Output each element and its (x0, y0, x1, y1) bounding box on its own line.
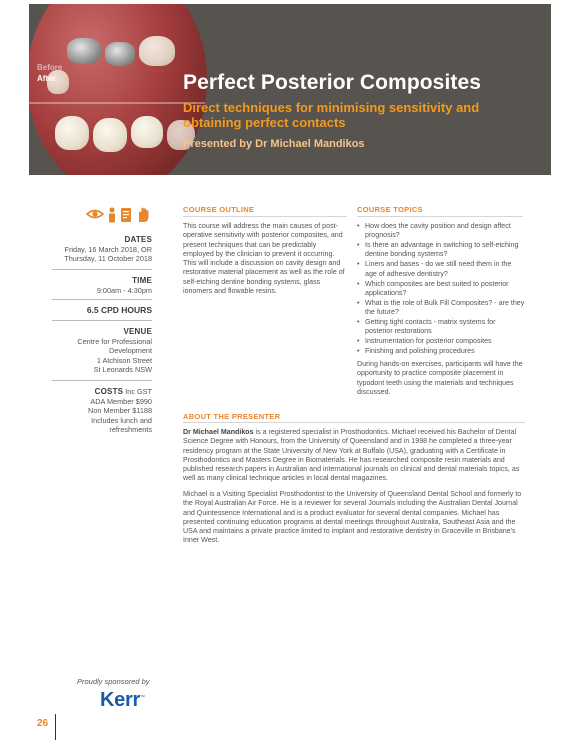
divider (52, 380, 152, 381)
time-value: 9:00am - 4:30pm (96, 285, 152, 295)
venue-heading: VENUE (123, 327, 152, 336)
course-outline-heading: COURSE OUTLINE (183, 205, 255, 214)
list-item: • Getting tight contacts - matrix systems for posterior restorations (357, 318, 525, 337)
feature-icons (86, 207, 152, 223)
course-topics-heading: COURSE TOPICS (357, 205, 423, 214)
costs-heading: COSTS (94, 387, 124, 396)
dates-heading: DATES (124, 235, 152, 244)
about-paragraph-1-text: is a registered specialist in Prosthodontics. Michael received his Bachelor of Dental Science Degree with Honours, from the University of Queensland and in 1998 he completed a three-year residency program at the State University of New York at Buffalo (USA), graduating with a Certificate in Prosthodontics and Masters Degree in Biomaterials. He has researched composite resin materials and published research papers in Australian and international journals on clinical and dental materials topics, as well as many clinical technique articles in local dental magazines. (183, 428, 520, 483)
divider (52, 269, 152, 270)
page-title: Perfect Posterior Composites (183, 71, 482, 94)
sponsored-by-label: Proudly sponsored by (77, 677, 150, 686)
dates-line: Friday, 16 March 2018, OR (64, 244, 152, 254)
page-number: 26 (37, 718, 49, 729)
page-number-divider (55, 714, 56, 740)
venue-line: St Leonards NSW (93, 365, 152, 374)
after-label: After (37, 74, 56, 83)
list-item: • What is the role of Bulk Fill Composites? - are they the future? (357, 299, 525, 318)
kerr-logo (100, 689, 145, 712)
trademark-symbol: ™ (139, 694, 145, 701)
document-icon (120, 207, 132, 223)
list-item: • Finishing and polishing procedures (357, 347, 525, 356)
cost-line: refreshments (109, 425, 152, 434)
costs-block (52, 387, 152, 435)
person-info-icon (107, 207, 117, 223)
venue-block (52, 327, 152, 375)
venue-line: Centre for Professional (77, 336, 152, 346)
before-label: Before (37, 63, 63, 72)
presenter-line: Presented by Dr Michael Mandikos (183, 138, 365, 150)
eye-icon (86, 207, 104, 221)
dates-block (52, 235, 152, 264)
list-item: • How does the cavity position and design affect prognosis? (357, 222, 525, 241)
costs-note: Inc GST (125, 387, 152, 396)
about-paragraph-1 (183, 428, 525, 484)
time-block (52, 276, 152, 295)
list-item: • Liners and bases - do we still need them in the age of adhesive dentistry? (357, 260, 525, 279)
time-heading: TIME (132, 276, 152, 285)
about-presenter-heading: ABOUT THE PRESENTER (183, 412, 281, 421)
divider (52, 320, 152, 321)
page-subtitle: Direct techniques for minimising sensitivity and obtaining perfect contacts (183, 100, 480, 130)
about-paragraph-2: Michael is a Visiting Specialist Prosthodontist to the University of Queensland Dental School and formerly to the Royal Australian Air Force. He is a reviewer for several Journals including the Australian Dental Journal and Quintessence International and is a product evaluator for several dental companies. Michael has presented continuing education programs at dental meetings throughout Australia, Southeast Asia and the USA and maintains a private practice limited to implant and restorative dentistry in Graceville in Brisbane's Inner West. (183, 490, 522, 545)
divider (357, 216, 523, 217)
cost-line: Non Member $1188 (88, 406, 152, 415)
hand-icon (136, 207, 150, 223)
dates-line: Thursday, 11 October 2018 (64, 254, 152, 263)
list-item: • Which composites are best suited to posterior applications? (357, 280, 525, 299)
list-item: • Is there an advantage in switching to self-etching dentine bonding systems? (357, 241, 525, 260)
course-outline-text: This course will address the main causes of post-operative sensitivity with posterior composites, and present techniques that can be predictably employed by the clinician to prevent it occurring. This will include a discussion on cavity design and restorative material placement as well as the role of self-etching dentine bonding systems, glass ionomers and flowable resins. (183, 222, 345, 296)
venue-line: 1 Atchison Street (96, 355, 152, 365)
list-item: • Instrumentation for posterior composites (357, 337, 525, 346)
cost-line: ADA Member $990 (90, 396, 152, 406)
venue-line: Development (109, 346, 152, 355)
course-topics-list (357, 222, 525, 357)
kerr-logo-text: Kerr (100, 689, 140, 711)
divider (183, 422, 525, 423)
cost-line: Includes lunch and (91, 415, 152, 425)
course-topics-closing: During hands-on exercises, participants will have the opportunity to practice composite placement in typodont teeth using the materials and techniques discussed. (357, 360, 523, 396)
before-after-teeth-photo (29, 4, 207, 175)
divider (52, 299, 152, 300)
divider (183, 216, 347, 217)
cpd-block (52, 306, 152, 316)
cpd-hours: 6.5 CPD HOURS (86, 305, 152, 315)
header-banner (29, 4, 551, 175)
presenter-name: Dr Michael Mandikos (183, 428, 254, 436)
